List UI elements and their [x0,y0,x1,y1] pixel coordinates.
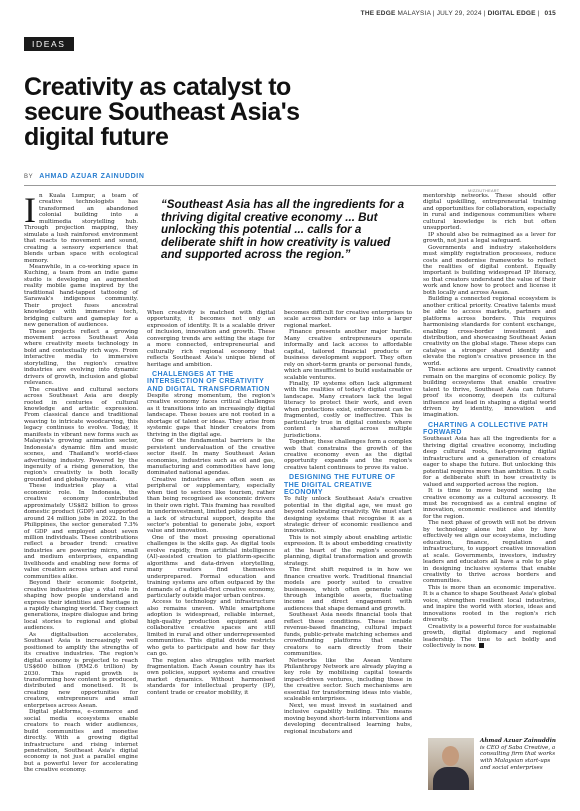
paragraph: The first shift required is in how we finance creative work. Traditional financial models are poorly suited to creative businesses, which often generate value through intangible assets, fluctuating income and direct engagement with audiences that shape demand and growth. [284,567,412,612]
paragraph: This is more than an economic imperative. It is a chance to shape Southeast Asia's global voice, strengthen resilient local industries, and inspire the world with stories, ideas and innovations rooted in the region's rich diversity. [423,584,556,624]
masthead: THE EDGE MALAYSIA | JULY 29, 2024 | DIGITAL EDGE | 015 [360,10,556,17]
paragraph: Governments and industry stakeholders must simplify registration processes, reduce costs and modernise frameworks to reflect the realities of digital content. Equally important is building widespread IP literacy, so that creators understand the value of their work and know how to protect and license it both locally and across Asean. [423,244,556,296]
paragraph: When creativity is matched with digital opportunity, it becomes not only an expression of identity. It is a scalable driver of inclusion, innovation and growth. These converging trends are setting the stage for a more connected, entrepreneurial and culturally rich regional economy that reflects Southeast Asia's unique blend of heritage and ambition. [147,310,275,368]
paragraph: Beyond their economic footprint, creative industries play a vital role in shaping how people understand and express their identities and heritage in a rapidly changing world. They connect generations, inspire dialogue and bring local stories to regional and global audiences. [24,580,138,632]
paragraph: One of the most pressing operational challenges is the skills gap. As digital tools evolve rapidly, from artificial intelligence (AI)-assisted creation to platform-specific algorithms and data-driven storytelling, many creators find themselves underprepared. Formal education and training systems are often outpaced by the demands of a digital-first creative economy, particularly outside major urban centres. [147,534,275,600]
paragraph: IP should also be reimagined as a lever for growth, not just a legal safeguard. [423,231,556,245]
section-subhead: CHARTING A COLLECTIVE PATH FORWARD [423,421,549,437]
article-column-2 [147,310,275,696]
paragraph: n Kuala Lumpur, a team of creative technologists has transformed an abandoned colonial building into a multimedia storytelling hub. Through projection mapping, they simulate a lush rainforest environment that reacts to movement and sound, creating a sensory experience that blends urban space with ecological memory. [24,193,138,264]
paragraph: Despite strong momentum, the region's creative economy faces critical challenges as it transitions into an increasingly digital landscape. These issues are not rooted in a shortage of talent or ideas. They arise from systemic gaps that hinder creators from thriving in the digital age. [147,392,275,438]
paragraph [423,624,556,650]
paragraph: Together, these challenges form a complex web that constrains the growth of the creative economy even as the digital opportunity expands and the region's creative talent continues to prove its value. [284,439,412,471]
paragraph: Finance presents another major hurdle. Many creative entrepreneurs operate informally and lack access to affordable capital, tailored financial products or business development support. They often rely on short-term grants or personal funds, which are insufficient to build sustainable or scalable ventures. [284,329,413,381]
paragraph: Southeast Asia has all the ingredients for a thriving digital creative economy, including deep cultural roots, fast-growing digital infrastructure and a generation of creators eager to shape the future. But unlocking this potential requires more than ambition. It calls for a deliberate shift in how creativity is valued and supported across the region. [423,436,556,488]
paragraph: Creative industries are often seen as peripheral or supplementary, especially when tied to sectors like tourism, rather than being recognised as economic drivers in their own right. This framing has resulted in underinvestment, limited policy focus and a lack of structural support, despite the sector's potential to generate jobs, export value and innovation. [147,476,275,535]
paragraph: mentorship networks. These should offer digital upskilling, entrepreneurial training and opportunities for collaboration, especially in rural and indigenous communities where cultural knowledge is rich but often unsupported. [423,193,556,232]
paragraph: The creative and cultural sectors across Southeast Asia are deeply rooted in centuries of cultural knowledge and artistic expression. From classical dance and traditional weaving to intricate woodcarving, this legacy continues to evolve. Today, it manifests in vibrant new forms such as Malaysia's growing animation sector, Indonesia's dynamic film and music scenes, and Thailand's world-class advertising industry. Powered by the ingenuity of a rising generation, the region's creativity is both locally grounded and globally resonant. [24,386,138,483]
paragraph: Southeast Asia needs financial tools that reflect these conditions. These include revenue-based financing, cultural impact funds, public-private matching schemes and crowdfunding platforms that enable creators to earn directly from their communities. [284,612,412,658]
bio-description: is CEO of Saba Creative, a consulting firm that works with Malaysian start-ups and social enterprises [480,744,556,771]
paragraph: This is not simply about enabling artistic expression. It is about embedding creativity at the heart of the region's economic planning, digital transformation and growth strategy. [284,534,412,567]
end-mark-icon [479,643,484,648]
page-number: 015 [544,10,556,17]
section-tag: IDEAS [24,37,74,51]
pull-quote: “Southeast Asia has all the ingredients for a thriving digital creative economy ... But unlocking this potential ... calls for a deliberate shift in how creativity is valued and supported across the region.” [161,198,405,262]
paragraph: These actions are urgent. Creativity cannot remain on the margins of economic policy. By building ecosystems that enable creative talent to thrive, Southeast Asia can future-proof its economy, deepen its cultural influence and lead in shaping a digital world driven by identity, innovation and imagination. [423,367,556,419]
author-name: AHMAD AZUAR ZAINUDDIN [39,173,145,180]
paragraph: Finally, IP systems often lack alignment with the realities of today's digital creative landscape. Many creators lack the legal literacy to protect their work, and even when protections exist, enforcement can be fragmented, costly or ineffective. This is particularly true in digital contexts where content is shared across multiple jurisdictions. [284,380,412,439]
author-photo-body [433,767,469,790]
paragraph: Building a connected regional ecosystem is another critical priority. Creative talents must be able to access markets, partners and platforms across borders. This requires harmonising standards for content exchange, enabling cross-border investment and distribution, and showcasing Southeast Asian creativity on the global stage. These steps can catalyse a stronger shared identity and elevate the region's creative presence in the world. [423,296,556,367]
paragraph: Digital platforms, e-commerce and social media ecosystems enable creators to reach wider audiences, build communities and monetise directly. With a growing digital infrastructure and rising internet penetration, Southeast Asia's digital economy is not just a parallel engine but a powerful lever for accelerating the creative economy. [24,709,138,774]
paragraph: The next phase of growth will not be driven by technology alone but also by how effectively we align our ecosystems, including education, finance, regulation and infrastructure, to support creative innovation at scale. Governments, investors, industry leaders and educators all have a role to play in designing inclusive systems that enable creativity to thrive across borders and communities. [423,520,556,585]
closing-text: Creativity is a powerful force for sustainable growth, digital diplomacy and regional leadership. The time to act boldly and collectively is now. [423,623,556,649]
author-bio [428,738,556,792]
bio-text [480,738,556,772]
paragraph: Next, we must invest in sustained and inclusive capability building. This means moving beyond short-term interventions and developing decentralised learning hubs, regional incubators and [284,702,412,735]
paragraph: These industries play a vital economic role. In Indonesia, the creative economy contributed approximately US$82 billion to gross domestic product (GDP) and supported around 24 million jobs in 2022. In the Philippines, the sector generated 7.3% of GDP and employed about seven million individuals. These contributions reflect a broader trend: creative industries are powering micro, small and medium enterprises, expanding livelihoods and enabling new forms of value creation across urban and rural communities alike. [24,483,138,580]
paragraph: Networks like the Asean Venture Philanthropy Network are already playing a key role by mobilising capital towards impact-driven ventures, including those in the creative sector. Such mechanisms are essential for transforming ideas into viable, scaleable enterprises. [284,657,412,703]
paragraph: One of the fundamental barriers is the persistent undervaluation of the creative sector itself. In many Southeast Asian economies, industries such as oil and gas, manufacturing and commodities have long dominated national agendas. [147,438,275,477]
paragraph: As digitalisation accelerates, Southeast Asia is increasingly well positioned to amplify the strengths of its creative industries. The region's digital economy is projected to reach US$600 billion (RM2.6 trillion) by 2030. This rapid growth is transforming how content is produced, distributed and monetised. It is creating new opportunities for creators, entrepreneurs and small enterprises across Asean. [24,631,138,709]
author-photo [428,738,474,790]
section-subhead: CHALLENGES AT THE INTERSECTION OF CREATIVITY AND DIGITAL TRANSFORMATION [147,371,270,393]
author-photo-head [442,746,459,766]
bio-name: Ahmad Azuar Zainuddin [480,738,556,744]
page-header [0,10,580,22]
paragraph: becomes difficult for creative enterprises to scale across borders or tap into a larger regional market. [284,310,412,329]
paragraph: It is time to move beyond seeing the creative economy as a cultural accessory. It must be recognised as a central engine of innovation, economic resilience and identity for the region. [423,488,556,520]
paragraph: Meanwhile, in a co-working space in Kuching, a team from an indie game studio is developing an augmented reality mobile game inspired by the traditional hand-tapped tattooing of Sarawak's indigenous community. Their project fuses ancestral knowledge with immersive tech, bridging culture and gameplay for a new generation of audiences. [24,263,138,329]
image-credit: MIZZIUTHEART [468,189,500,193]
header-rule [24,185,556,186]
article-column-1 [24,190,138,774]
paragraph: Access to technology and infrastructure also remains uneven. While smartphone adoption is widespread, reliable internet, high-quality production equipment and collaborative creative spaces are still limited in rural and other underrepresented communities. This digital divide restricts who gets to participate and how far they can go. [147,599,275,658]
byline [24,173,145,180]
paragraph: These projects reflect a growing movement across Southeast Asia where creativity meets technology in bold and contextually rich ways. From interactive media to immersive storytelling, the region's creative industries are evolving into dynamic drivers of growth, inclusion and global relevance. [24,328,138,387]
paragraph: To fully unlock Southeast Asia's creative potential in the digital age, we must go beyond celebrating creativity. We must start designing systems that recognise it as a strategic driver of economic resilience and innovation. [284,496,412,535]
section-subhead: DESIGNING THE FUTURE OF THE DIGITAL CREATIVE ECONOMY [284,474,396,496]
paragraph: The region also struggles with market fragmentation. Each Asean country has its own policies, support systems and creative market dynamics. Without harmonised standards for intellectual property (IP), content trade or creator mobility, it [147,657,275,696]
article-column-3 [284,310,412,735]
article-column-4 [423,193,556,649]
byline-prefix: BY [24,174,34,180]
headline: Creativity as catalyst to secure Southeast Asia's digital future [24,73,300,151]
drop-cap: I [24,190,36,230]
